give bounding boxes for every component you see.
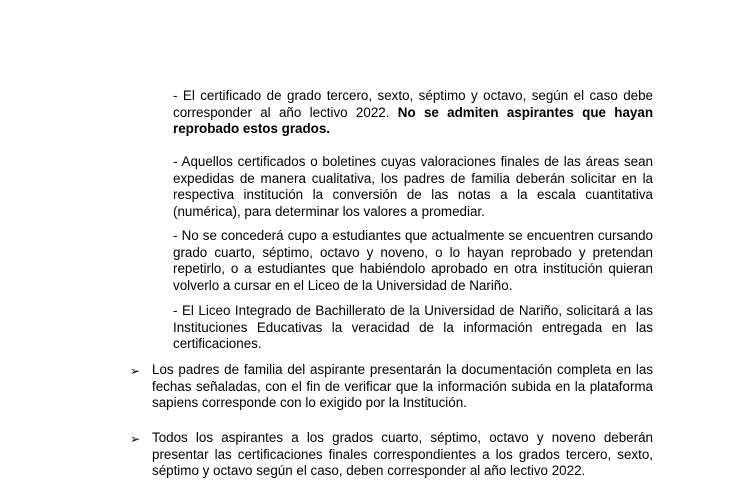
arrow-bullet-icon: ➢ xyxy=(130,364,141,378)
sub-item-bold-note: No se admiten aspirantes que hayan reprobado estos grados. xyxy=(173,104,653,137)
sub-item-certificate-grade xyxy=(173,88,653,138)
sub-item-text: - El certificado de grado tercero, sexto, séptimo y octavo, según el caso debe corresponder al año lectivo 2022. xyxy=(173,88,653,120)
sub-item-qualitative-certificates xyxy=(173,154,653,220)
bullet-item-text: Los padres de familia del aspirante presentarán la documentación completa en las fechas señaladas, con el fin de verificar que la información subida en la plataforma sapiens corresponde con lo exigido por la Institución. xyxy=(152,362,653,411)
sub-item-text: - Aquellos certificados o boletines cuyas valoraciones finales de las áreas sean expedidas de manera cualitativa, los padres de familia deberán solicitar en la respectiva institución la conversión de las notas a la escala cuantitativa (numérica), para determinar los valores a promediar. xyxy=(173,154,653,219)
sub-item-text: - El Liceo Integrado de Bachillerato de la Universidad de Nariño, solicitará a las Instituciones Educativas la veracidad de la información entregada en las certificaciones. xyxy=(173,303,653,352)
bullet-item-text: Todos los aspirantes a los grados cuarto, séptimo, octavo y noveno deberán presentar las certificaciones finales correspondientes a los grados tercero, sexto, séptimo y octavo según el caso, deben corresponder al año lectivo 2022. xyxy=(152,430,653,479)
sub-item-verification xyxy=(173,303,653,353)
bullet-item-documentation xyxy=(152,362,653,412)
sub-item-no-quota xyxy=(173,228,653,294)
bullet-item-certifications xyxy=(152,430,653,480)
sub-item-text: - No se concederá cupo a estudiantes que actualmente se encuentren cursando grado cuarto, séptimo, octavo y noveno, o lo hayan reprobado y pretendan repetirlo, o a estudiantes que habiéndolo aprobado en otra institución quieran volverlo a cursar en el Liceo de la Universidad de Nariño. xyxy=(173,228,653,293)
arrow-bullet-icon: ➢ xyxy=(130,432,141,446)
